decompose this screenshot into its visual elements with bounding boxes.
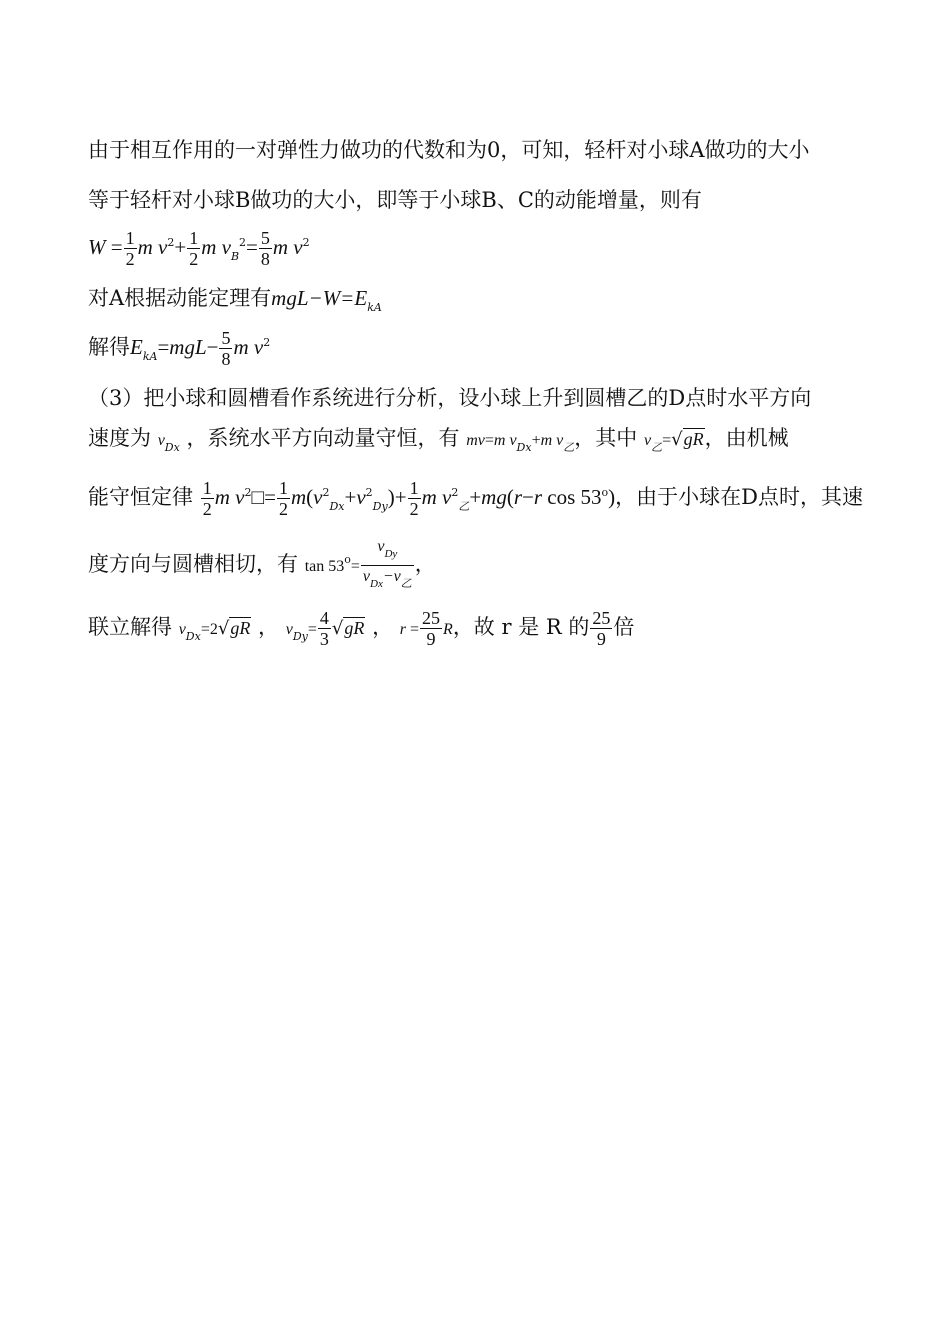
text-line-2: 等于轻杆对小球B做功的大小，即等于小球B、C的动能增量，则有 [88,188,702,212]
text-fragment: ， [258,615,280,639]
equation-solution: 解得$E_{kA}=mgL-$ $\frac{5}{8}$ m $v^2$ [88,328,271,369]
text-fragment: ， [372,615,394,639]
theorem-equation: mgL−W=E [271,286,368,310]
text-fragment: ，由于小球在D点时，其速 [615,485,864,509]
text-fragment: ， [414,552,436,576]
fraction: $\frac{25}{9}$ [422,608,441,649]
text-line-5: 能守恒定律 $\frac{1}{2}$ m $v^2□=$ $\frac{1}{2}$ $m(v^2_{Dx}+v^2_{Dy})+$ $\frac{1}{2}$ m $v^2_乙+mg(r-r$ cos 53$^o$)，由于小球在D点时，其速 [88,478,864,519]
text-fragment: 倍 [613,615,635,639]
text-fragment: 能守恒定律 [88,485,193,509]
text-fragment: 速度为 [88,426,151,450]
text-line-1: 由于相互作用的一对弹性力做功的代数和为0，可知，轻杆对小球A做功的大小 [88,138,810,162]
theorem-label: 对A根据动能定理有 [88,286,272,310]
text-fragment: ，由机械 [704,426,789,450]
fraction: $\frac{5}{8}$ [221,328,231,369]
fraction: $\frac{25}{9}$ [592,608,611,649]
text-fragment: ，故 r 是 R 的 [452,615,590,639]
fraction: $\frac{v_{Dy}}{v_{Dx}-v_乙}$ [362,538,412,590]
text-fragment: 度方向与圆槽相切，有 [88,552,298,576]
fraction: $\frac{5}{8}$ [260,228,270,269]
fraction: $\frac{1}{2}$ [202,478,212,519]
equation-theorem: 对A根据动能定理有$mgL-W=E_{kA}$ [88,286,382,314]
text-line-6: 度方向与圆槽相切，有 $\tan 53^o=$ $\frac{v_{Dy}}{v_{Dx}-v_乙}$ ， [88,536,436,595]
solution-label: 解得 [88,335,130,359]
text-line-4: 速度为 $v_{Dx}$ ，系统水平方向动量守恒，有 mv=m $v_{Dx}+m$ $v_乙$，其中 $v_乙=√gR$，由机械 [88,426,789,454]
equation-work: W = $\frac{1}{2}$ m $v^2+$ $\frac{1}{2}$ m $v_B^2=$ $\frac{5}{8}$ m $v^2$ [88,228,310,269]
fraction: $\frac{1}{2}$ [278,478,288,519]
fraction: $\frac{4}{3}$ [319,608,329,649]
fraction: $\frac{1}{2}$ [409,478,419,519]
text-fragment: 联立解得 [88,615,172,639]
text-line-3: （3）把小球和圆槽看作系统进行分析，设小球上升到圆槽乙的D点时水平方向 [88,386,812,410]
text-fragment: ，其中 [574,426,638,450]
text-line-7: 联立解得 $v_{Dx}=2√gR$ ， $v_{Dy}=$ $\frac{4}{3}$ √gR ， r = $\frac{25}{9}$ R，故 r 是 R 的 $\frac{25}{9}$ 倍 [88,608,635,649]
fraction: $\frac{1}{2}$ [125,228,135,269]
text-fragment: ，系统水平方向动量守恒，有 [186,426,460,450]
fraction: $\frac{1}{2}$ [189,228,199,269]
